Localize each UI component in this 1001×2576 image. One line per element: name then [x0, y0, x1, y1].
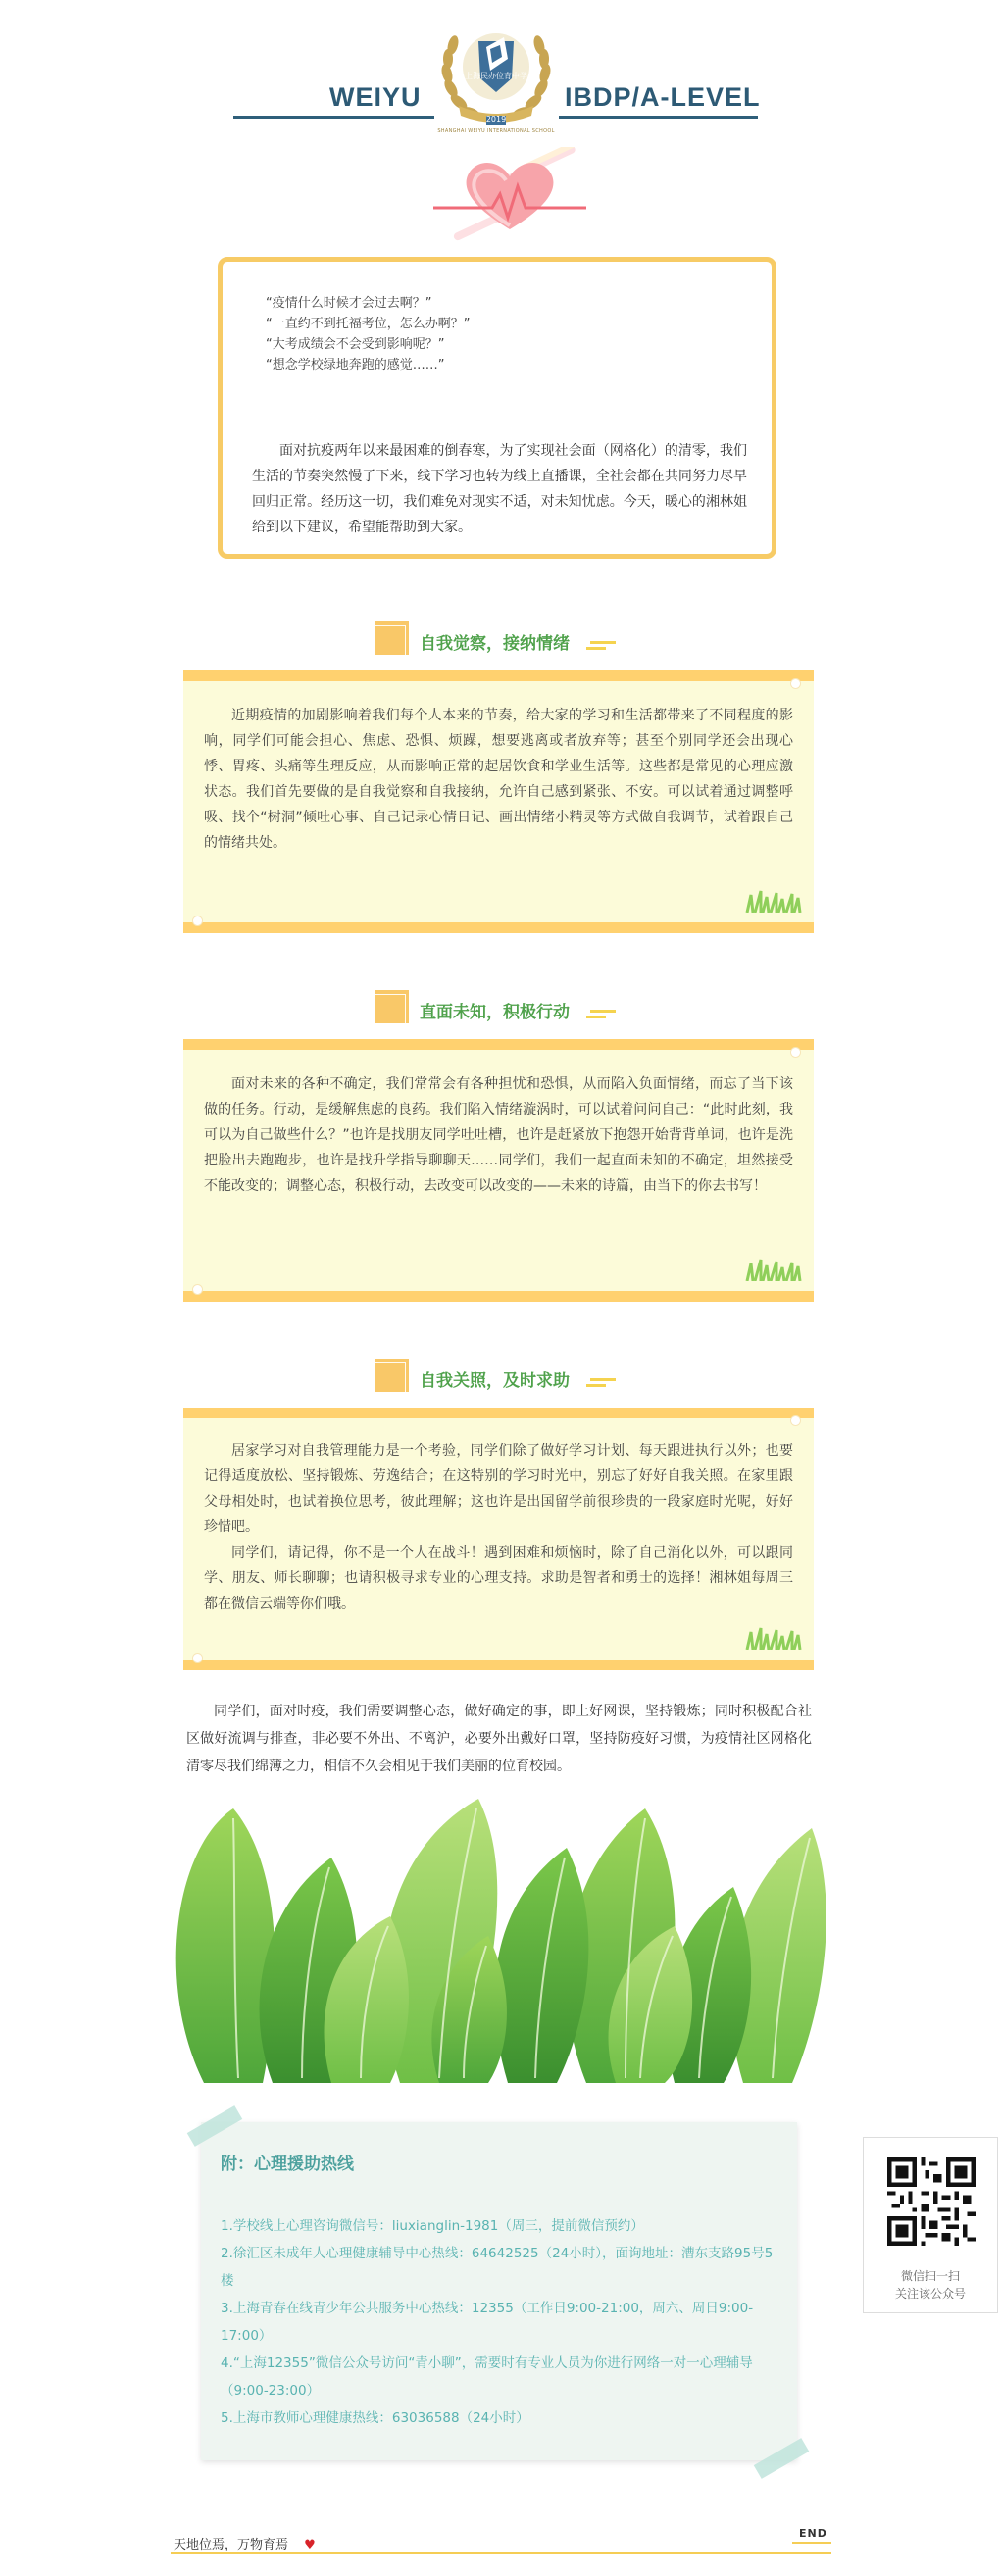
header-left-word: WEIYU — [329, 82, 422, 112]
section-title: 直面未知，积极行动 — [420, 1003, 570, 1022]
section-paragraph: 同学们，请记得，你不是一个人在战斗！遇到困难和烦恼时，除了自己消化以外，可以跟同学、朋友、师长聊聊；也请积极寻求专业的心理支持。求助是智者和勇士的选择！湘林姐每周三都在微信云端等你们哦。 — [204, 1545, 793, 1611]
hotline-item: 1.学校线上心理咨询微信号：liuxianglin-1981（周三，提前微信预约） — [221, 2218, 644, 2234]
intro-quote: “疫情什么时候才会过去啊？” — [266, 296, 432, 311]
corner-dot — [791, 679, 800, 688]
footer-end-label: END — [799, 2527, 827, 2540]
intro-quote: “大考成绩会不会受到影响呢？” — [266, 337, 445, 352]
section-box — [183, 670, 814, 933]
footer-end-underline — [792, 2542, 831, 2544]
section-heading — [373, 1359, 627, 1398]
section-body — [204, 703, 793, 856]
corner-dot — [791, 1416, 800, 1425]
intro-box — [218, 257, 776, 559]
grass-icon — [743, 889, 802, 913]
section-title-underline — [590, 1378, 616, 1390]
emblem-text-top: 上海民办位育中学 — [465, 72, 527, 80]
section-paragraph: 居家学习对自我管理能力是一个考验，同学们除了做好学习计划、每天跟进执行以外；也要记得适度放松、坚持锻炼、劳逸结合；在这特别的学习时光中，别忘了好好自我关照。在家里跟父母相处时，也试着换位思考，彼此理解；这也许是出国留学前很珍贵的一段家庭时光呢，好好珍惜吧。 — [204, 1443, 793, 1535]
emblem-text-ring: SHANGHAI WEIYU INTERNATIONAL SCHOOL — [437, 128, 555, 134]
heart-heartbeat-illustration — [431, 147, 588, 245]
qr-caption-line: 微信扫一扫 — [900, 2269, 960, 2283]
section-heading-square-outline — [373, 625, 406, 659]
qr-caption — [864, 2267, 997, 2303]
hotline-item: 4.“上海12355”微信公众号访问“青小聊”，需要时有专业人员为你进行网络一对一心理辅导（9:00-23:00） — [221, 2355, 753, 2399]
section-heading — [373, 990, 627, 1029]
intro-quotes — [266, 293, 470, 375]
section-heading — [373, 621, 627, 661]
emblem-year: 2019 — [485, 115, 507, 124]
header-right-word: IBDP/A-LEVEL — [565, 82, 761, 112]
intro-paragraph: 面对抗疫两年以来最困难的倒春寒，为了实现社会面（网格化）的清零，我们生活的节奏突然慢了下来，线下学习也转为线上直播课，全社会都在共同努力尽早回归正常。经历这一切，我们难免对现实不适，对未知忧虑。今天，暖心的湘林姐给到以下建议，希望能帮助到大家。 — [252, 443, 747, 535]
section-title: 自我觉察，接纳情绪 — [420, 634, 570, 654]
section-paragraph: 面对未来的各种不确定，我们常常会有各种担忧和恐惧，从而陷入负面情绪，而忘了当下该做的任务。行动，是缓解焦虑的良药。我们陷入情绪漩涡时，可以试着问问自己：“此时此刻，我可以为自己做些什么？”也许是找朋友同学吐吐槽，也许是赶紧放下抱怨开始背背单词，也许是洗把脸出去跑跑步，也许是找升学指导聊聊天……同学们，我们一起直面未知的不确定，坦然接受不能改变的；调整心态，积极行动，去改变可以改变的——未来的诗篇，由当下的你去书写！ — [204, 1076, 793, 1194]
header-rule-right — [559, 116, 758, 119]
qr-caption-line: 关注该公众号 — [894, 2287, 966, 2301]
section-paragraph: 近期疫情的加剧影响着我们每个人本来的节奏，给大家的学习和生活都带来了不同程度的影响，同学们可能会担心、焦虑、恐惧、烦躁，想要逃离或者放弃等；甚至个别同学还会出现心悸、胃疼、头痛等生理反应，从而影响正常的起居饮食和学业生活等。这些都是常见的心理应激状态。我们首先要做的是自我觉察和自我接纳，允许自己感到紧张、不安。可以试着通过调整呼吸、找个“树洞”倾吐心事、自己记录心情日记、画出情绪小精灵等方式做自我调节，试着跟自己的情绪共处。 — [204, 708, 793, 851]
school-emblem-logo — [429, 20, 563, 137]
header-rule-left — [233, 116, 434, 119]
qr-code-image — [887, 2157, 976, 2246]
tape-decoration — [187, 2105, 242, 2147]
section-title-underline — [590, 1010, 616, 1021]
grass-icon — [743, 1626, 802, 1650]
footer-divider — [171, 2552, 831, 2554]
corner-dot — [193, 916, 202, 925]
corner-dot — [193, 1285, 202, 1294]
section-body — [204, 1438, 793, 1616]
hotline-item: 5.上海市教师心理健康热线：63036588（24小时） — [221, 2410, 529, 2426]
corner-dot — [791, 1048, 800, 1057]
section-box — [183, 1039, 814, 1302]
footer-motto-text: 天地位焉，万物育焉 — [174, 2538, 289, 2552]
grass-icon — [743, 1258, 802, 1281]
section-heading-square-outline — [373, 994, 406, 1027]
section-title: 自我关照，及时求助 — [420, 1371, 570, 1391]
section-title-underline — [590, 641, 616, 653]
heart-icon: ♥ — [304, 2538, 316, 2552]
intro-quote: “想念学校绿地奔跑的感觉……” — [266, 358, 445, 372]
hotline-card — [201, 2122, 797, 2460]
corner-dot — [193, 1654, 202, 1662]
green-leaves-illustration — [165, 1789, 833, 2083]
section-heading-square-outline — [373, 1362, 406, 1396]
hotline-list — [221, 2212, 779, 2432]
section-box — [183, 1408, 814, 1670]
hotline-item: 3.上海青春在线青少年公共服务中心热线：12355（工作日9:00-21:00，周六、周日9:00-17:00） — [221, 2301, 754, 2344]
hotline-item: 2.徐汇区未成年人心理健康辅导中心热线：64642525（24小时），面询地址：漕东支路95号5楼 — [221, 2246, 774, 2289]
intro-quote: “一直约不到托福考位，怎么办啊？” — [266, 317, 471, 331]
qr-code-card[interactable] — [863, 2137, 998, 2313]
tape-decoration — [754, 2438, 809, 2479]
section-body — [204, 1071, 793, 1199]
closing-paragraph: 同学们，面对时疫，我们需要调整心态，做好确定的事，即上好网课，坚持锻炼；同时积极配合社区做好流调与排查，非必要不外出、不离沪，必要外出戴好口罩，坚持防疫好习惯，为疫情社区网格化清零尽我们绵薄之力，相信不久会相见于我们美丽的位育校园。 — [186, 1704, 812, 1774]
footer-motto — [174, 2534, 316, 2552]
hotline-title: 附：心理援助热线 — [221, 2155, 354, 2174]
